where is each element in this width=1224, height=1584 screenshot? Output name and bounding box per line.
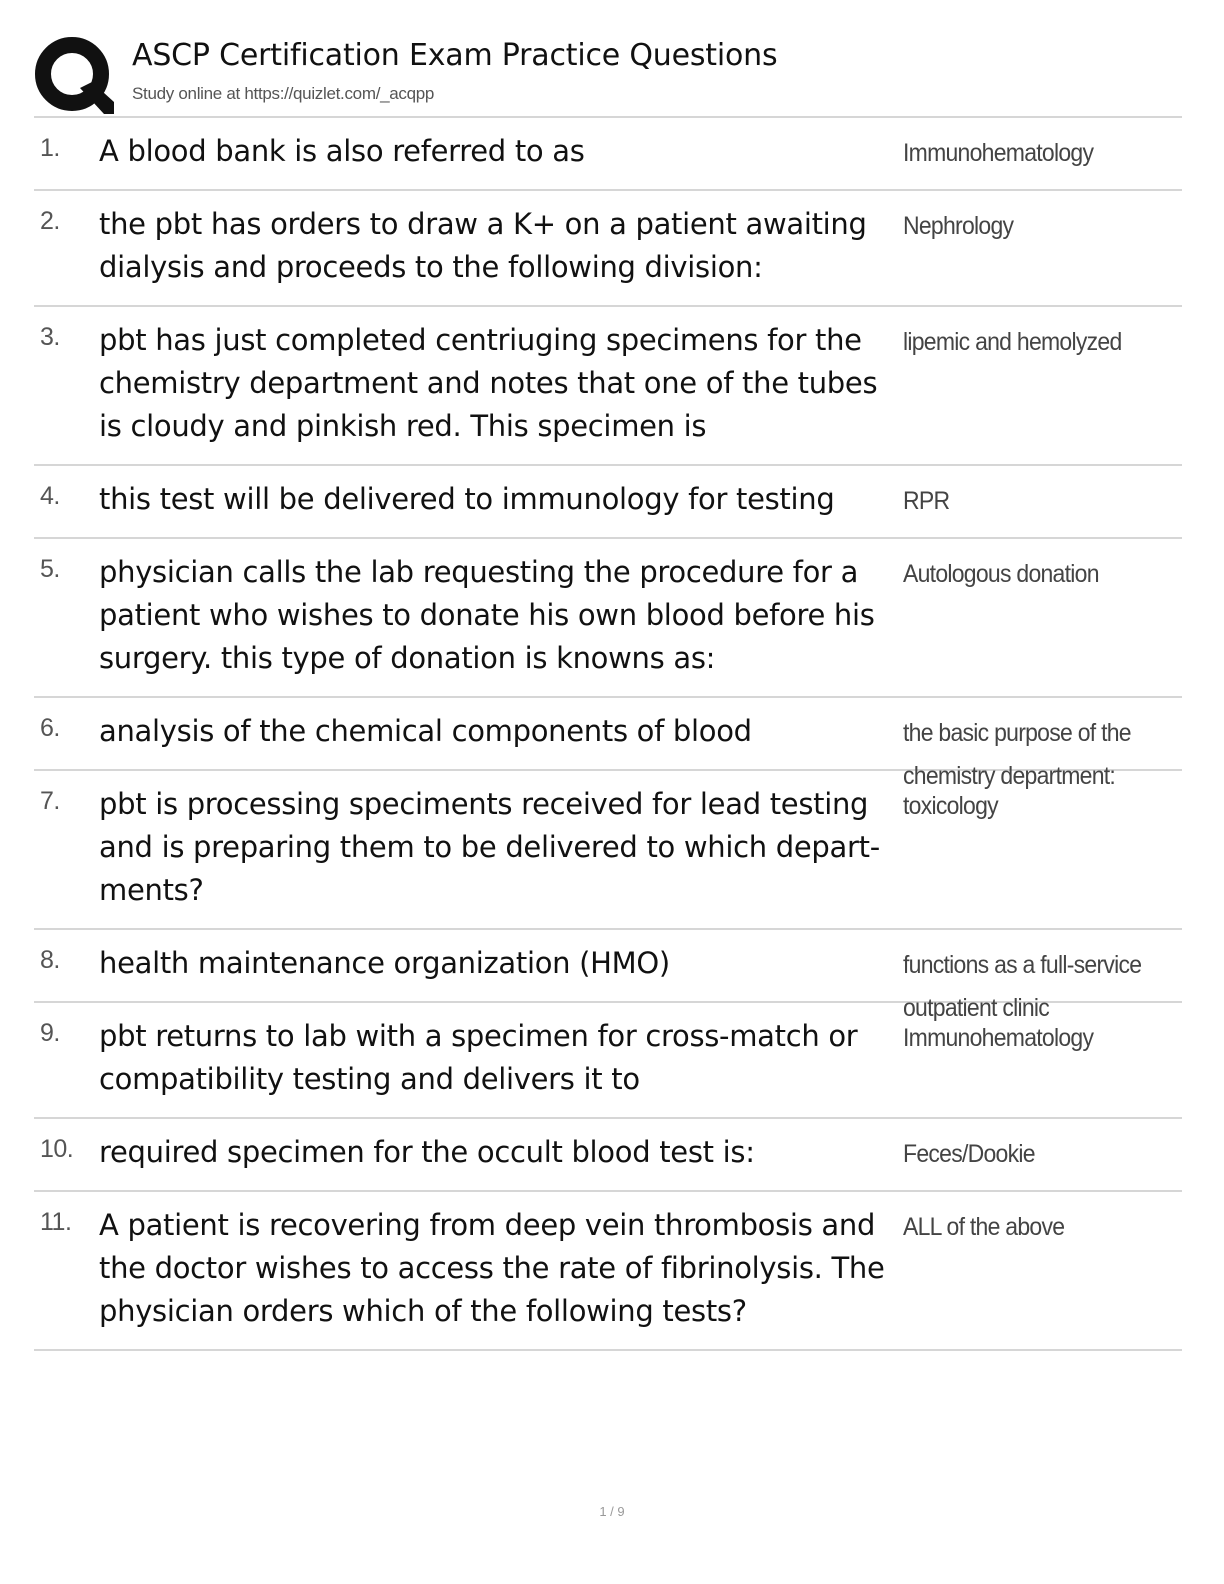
answer-text: the basic purpose of the chemistry department: (903, 719, 1131, 790)
answer-text: ALL of the above (903, 1213, 1065, 1241)
question-row (34, 1003, 1182, 1119)
page-header (34, 34, 1182, 116)
question-text: pbt is processing speciments received for lead testing and is preparing them to be delivered to which depart-ments? (99, 787, 880, 907)
question-number: 6. (40, 714, 60, 742)
answer-text: lipemic and hemolyzed (903, 328, 1122, 356)
page-title: ASCP Certification Exam Practice Questions (132, 38, 778, 73)
question-text: this test will be delivered to immunology for testing (99, 482, 835, 516)
question-number: 10. (40, 1135, 74, 1163)
question-text: analysis of the chemical components of blood (99, 714, 752, 748)
answer-text: functions as a full-service outpatient clinic (903, 951, 1142, 1022)
question-text: the pbt has orders to draw a K+ on a patient awaiting dialysis and proceeds to the following division: (99, 207, 867, 284)
question-row (34, 1119, 1182, 1192)
question-row (34, 307, 1182, 466)
answer-text: Immunohematology (903, 139, 1094, 167)
question-number: 1. (40, 134, 60, 162)
question-text: health maintenance organization (HMO) (99, 946, 670, 980)
answer-text: Immunohematology (903, 1024, 1094, 1052)
question-row (34, 191, 1182, 307)
question-text: physician calls the lab requesting the procedure for a patient who wishes to donate his own blood before his surgery. this type of donation is knowns as: (99, 555, 875, 675)
question-number: 11. (40, 1208, 72, 1236)
question-number: 3. (40, 323, 60, 351)
question-number: 9. (40, 1019, 60, 1047)
question-row (34, 771, 1182, 930)
question-text: required specimen for the occult blood test is: (99, 1135, 755, 1169)
question-row (34, 1192, 1182, 1351)
question-row (34, 698, 1182, 790)
answer-text: RPR (903, 487, 950, 515)
question-text: A patient is recovering from deep vein thrombosis and the doctor wishes to access the rate of fibrinolysis. The physician orders which of the following tests? (99, 1208, 885, 1328)
question-text: A blood bank is also referred to as (99, 134, 585, 168)
page-number: 1 / 9 (599, 1504, 625, 1519)
question-row (34, 539, 1182, 698)
question-list (34, 118, 1182, 1351)
page-subtitle: Study online at https://quizlet.com/_acqpp (132, 84, 435, 103)
answer-text: toxicology (903, 792, 998, 820)
question-number: 5. (40, 555, 60, 583)
question-row (34, 118, 1182, 191)
answer-text: Nephrology (903, 212, 1014, 240)
question-row (34, 466, 1182, 539)
question-number: 8. (40, 946, 60, 974)
question-number: 2. (40, 207, 60, 235)
question-text: pbt has just completed centriuging specimens for the chemistry department and notes that one of the tubes is cloudy and pinkish red. This specimen is (99, 323, 878, 443)
quizlet-logo-icon (34, 36, 114, 116)
answer-text: Autologous donation (903, 560, 1099, 588)
question-text: pbt returns to lab with a specimen for cross-match or compatibility testing and delivers it to (99, 1019, 858, 1096)
question-row (34, 930, 1182, 1022)
question-number: 7. (40, 787, 60, 815)
question-number: 4. (40, 482, 60, 510)
answer-text: Feces/Dookie (903, 1140, 1035, 1168)
